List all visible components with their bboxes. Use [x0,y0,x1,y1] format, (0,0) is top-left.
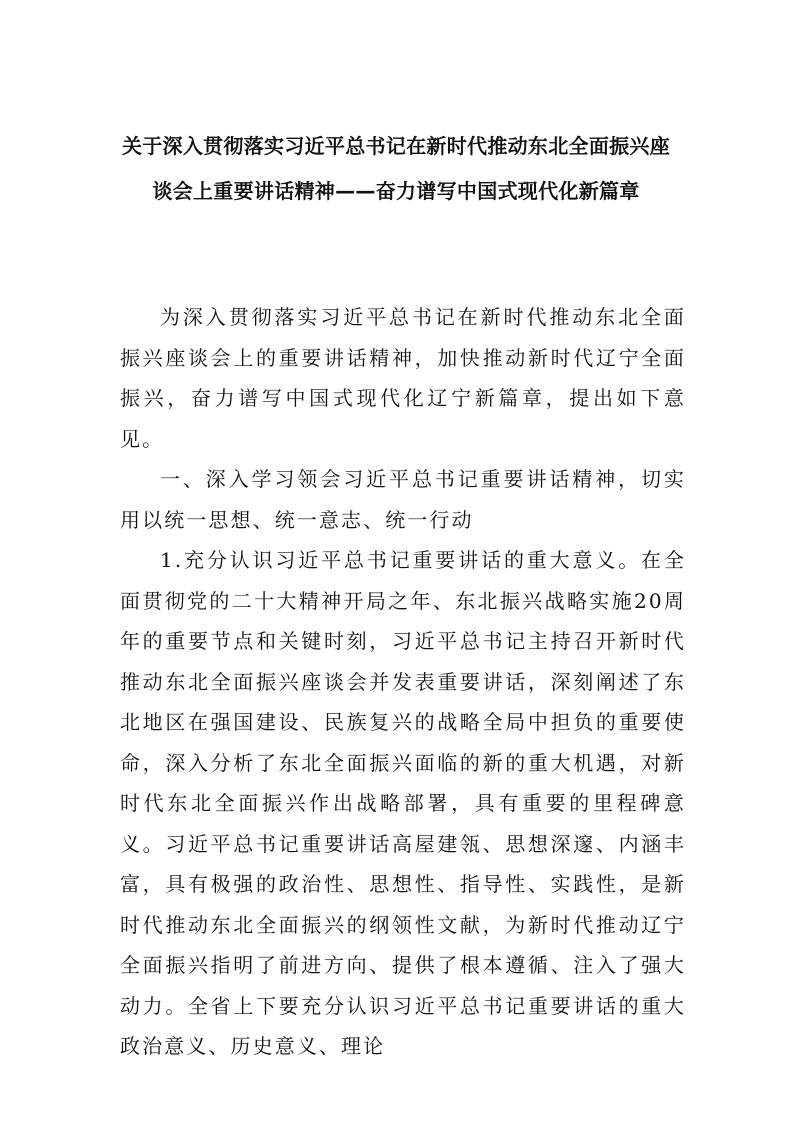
document-title: 关于深入贯彻落实习近平总书记在新时代推动东北全面振兴座谈会上重要讲话精神——奋力谱写中国式现代化新篇章 [121,134,671,203]
intro-paragraph: 为深入贯彻落实习近平总书记在新时代推动东北全面振兴座谈会上的重要讲话精神，加快推动新时代辽宁全面振兴，奋力谱写中国式现代化辽宁新篇章，提出如下意见。 [120,305,686,451]
document-body [120,297,686,1067]
section-heading-1: 一、深入学习领会习近平总书记重要讲话精神，切实用以统一思想、统一意志、统一行动 [120,467,686,532]
body-paragraph-1: 1.充分认识习近平总书记重要讲话的重大意义。在全面贯彻党的二十大精神开局之年、东北振兴战略实施20周年的重要节点和关键时刻，习近平总书记主持召开新时代推动东北全面振兴座谈会并发表重要讲话，深刻阐述了东北地区在强国建设、民族复兴的战略全局中担负的重要使命，深入分析了东北全面振兴面临的新的重大机遇，对新时代东北全面振兴作出战略部署，具有重要的里程碑意义。习近平总书记重要讲话高屋建瓴、思想深邃、内涵丰富，具有极强的政治性、思想性、指导性、实践性，是新时代推动东北全面振兴的纲领性文献，为新时代推动辽宁全面振兴指明了前进方向、提供了根本遵循、注入了强大动力。全省上下要充分认识习近平总书记重要讲话的重大政治意义、历史意义、理论 [120,548,686,1058]
